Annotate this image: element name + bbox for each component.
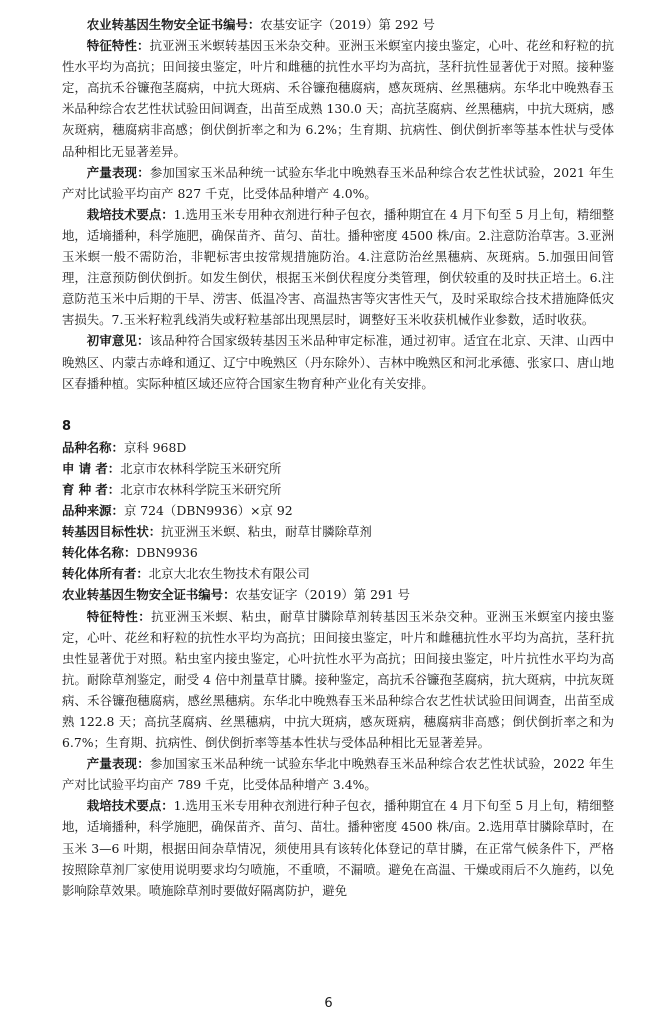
entry7-opinion-text: 该品种符合国家级转基因玉米品种审定标准，通过初审。适宜在北京、天津、山西中晚熟区、内蒙古赤峰和通辽、辽宁中晚熟区（丹东除外）、吉林中晚熟区和河北承德、张家口、唐山地区春播种植。实际种植区域还应符合国家生物育种产业化有关安排。 xyxy=(62,333,615,391)
entry7-traits-label: 特征特性： xyxy=(86,38,150,54)
entry8-yield xyxy=(62,753,614,795)
entry7-cultivation-label: 栽培技术要点： xyxy=(86,206,174,222)
entry7-yield xyxy=(62,162,614,204)
entry8-source-label: 品种来源： xyxy=(62,503,124,519)
entry8-yield-text: 参加国家玉米品种统一试验东华北中晚熟春玉米品种综合农艺性状试验，2022 年生产对比试验平均亩产 789 千克，比受体品种增产 3.4%。 xyxy=(62,756,614,793)
document-page xyxy=(62,14,614,901)
entry8-event-value: DBN9936 xyxy=(136,545,198,561)
entry8-applicant-label: 申 请 者： xyxy=(62,460,121,476)
entry8-owner-label: 转化体所有者： xyxy=(62,566,149,582)
page-number: 6 xyxy=(324,996,333,1011)
entry8-breeder xyxy=(62,479,614,500)
entry7-yield-label: 产量表现： xyxy=(86,164,150,180)
entry8-applicant-value: 北京市农林科学院玉米研究所 xyxy=(120,460,282,476)
entry8-target-trait-value: 抗亚洲玉米螟、粘虫，耐草甘膦除草剂 xyxy=(161,524,372,540)
entry8-cultivation xyxy=(62,795,614,900)
entry8-cert xyxy=(62,584,614,605)
entry8-target-trait-label: 转基因目标性状： xyxy=(62,524,162,540)
entry7-cultivation xyxy=(62,204,614,331)
entry8-variety xyxy=(62,437,614,458)
entry7-yield-text: 参加国家玉米品种统一试验东华北中晚熟春玉米品种综合农艺性状试验，2021 年生产对比试验平均亩产 827 千克，比受体品种增产 4.0%。 xyxy=(62,164,614,201)
entry8-breeder-value: 北京市农林科学院玉米研究所 xyxy=(120,481,282,497)
entry8-traits xyxy=(62,606,614,754)
entry8-breeder-label: 育 种 者： xyxy=(62,481,121,497)
entry7-traits xyxy=(62,35,614,162)
entry8-cultivation-text: 1.选用玉米专用种衣剂进行种子包衣，播种期宜在 4 月下旬至 5 月上旬，精细整地，适墒播种，科学施肥，确保苗齐、苗匀、苗壮。播种密度 4500 株/亩。2.选用草甘膦除草时，在玉米 3—6 叶期，根据田间杂草情况，须使用具有该转化体登记的草甘膦，在正常气候条件下，严格按照除草剂厂家使用说明要求均匀喷施，不重喷，不漏喷。避免在高温、干燥或雨后不久施药，以免影响除草效果。喷施除草剂时要做好隔离防护，避免 xyxy=(62,798,615,898)
entry7-cert xyxy=(62,14,614,35)
entry8-event xyxy=(62,542,614,563)
entry7-opinion xyxy=(62,330,614,393)
entry8-cultivation-label: 栽培技术要点： xyxy=(86,798,174,814)
entry8-yield-label: 产量表现： xyxy=(86,756,150,772)
entry8-traits-label: 特征特性： xyxy=(86,608,152,624)
entry7-opinion-label: 初审意见： xyxy=(86,333,150,349)
entry8-target-trait xyxy=(62,521,614,542)
entry8-variety-label: 品种名称： xyxy=(62,439,124,455)
entry7-cert-value: 农基安证字（2019）第 292 号 xyxy=(260,17,435,32)
entry8-cert-label: 农业转基因生物安全证书编号： xyxy=(62,587,236,603)
entry8-source-value: 京 724（DBN9936）×京 92 xyxy=(123,503,293,519)
entry8-applicant xyxy=(62,458,614,479)
entry8-variety-value: 京科 968D xyxy=(123,439,187,455)
entry8-owner-value: 北京大北农生物技术有限公司 xyxy=(148,566,310,582)
entry7-traits-text: 抗亚洲玉米螟转基因玉米杂交种。亚洲玉米螟室内接虫鉴定，心叶、花丝和籽粒的抗性水平均为高抗；田间接虫鉴定，叶片和雌穗的抗性水平均为高抗，茎秆抗性显著优于对照。接种鉴定，高抗禾谷镰孢茎腐病，中抗大斑病、禾谷镰孢穗腐病，感灰斑病、丝黑穗病。东华北中晚熟春玉米品种综合农艺性状试验田间调查，出苗至成熟 130.0 天；高抗茎腐病、丝黑穗病，中抗大斑病，感灰斑病，穗腐病非高感；倒伏倒折率之和为 6.2%；生育期、抗病性、倒伏倒折率等基本性状与受体品种相比无显著差异。 xyxy=(62,38,615,159)
entry8-cert-value: 农基安证字（2019）第 291 号 xyxy=(235,587,411,603)
entry8-traits-text: 抗亚洲玉米螟、粘虫，耐草甘膦除草剂转基因玉米杂交种。亚洲玉米螟室内接虫鉴定，心叶、花丝和籽粒的抗性水平均为高抗；田间接虫鉴定，叶片和雌穗抗性水平均为高抗，茎秆抗虫性显著优于对照。粘虫室内接虫鉴定，心叶抗性水平为高抗；田间接虫鉴定，叶片抗性水平均为高抗。耐除草剂鉴定，耐受 4 倍中剂量草甘膦。接种鉴定，高抗禾谷镰孢茎腐病，抗大斑病，中抗灰斑病、禾谷镰孢穗腐病，感丝黑穗病。东华北中晚熟春玉米品种综合农艺性状试验田间调查，出苗至成熟 122.8 天；高抗茎腐病、丝黑穗病，中抗大斑病，感灰斑病，穗腐病非高感；倒伏倒折率之和为 6.7%；生育期、抗病性、倒伏倒折率等基本性状与受体品种相比无显著差异。 xyxy=(62,608,615,751)
entry7-cultivation-text: 1.选用玉米专用种衣剂进行种子包衣，播种期宜在 4 月下旬至 5 月上旬，精细整地，适墒播种，科学施肥，确保苗齐、苗匀、苗壮。播种密度 4500 株/亩。2.注意防治草害。3.亚洲玉米螟一般不需防治，非靶标害虫按常规措施防治。4.注意防治丝黑穗病、灰斑病。5.加强田间管理，注意预防倒伏倒折。如发生倒伏，根据玉米倒伏程度分类管理，倒伏较重的及时扶正培土。6.注意防范玉米中后期的干旱、涝害、低温冷害、高温热害等灾害性天气，及时采取综合技术措施降低灾害损失。7.玉米籽粒乳线消失或籽粒基部出现黑层时，调整好玉米收获机械作业参数，适时收获。 xyxy=(62,206,615,328)
entry8-source xyxy=(62,500,614,521)
entry8-event-label: 转化体名称： xyxy=(62,545,137,561)
entry8-owner xyxy=(62,563,614,584)
entry8-number: 8 xyxy=(62,418,72,434)
entry7-cert-label: 农业转基因生物安全证书编号： xyxy=(86,17,261,32)
